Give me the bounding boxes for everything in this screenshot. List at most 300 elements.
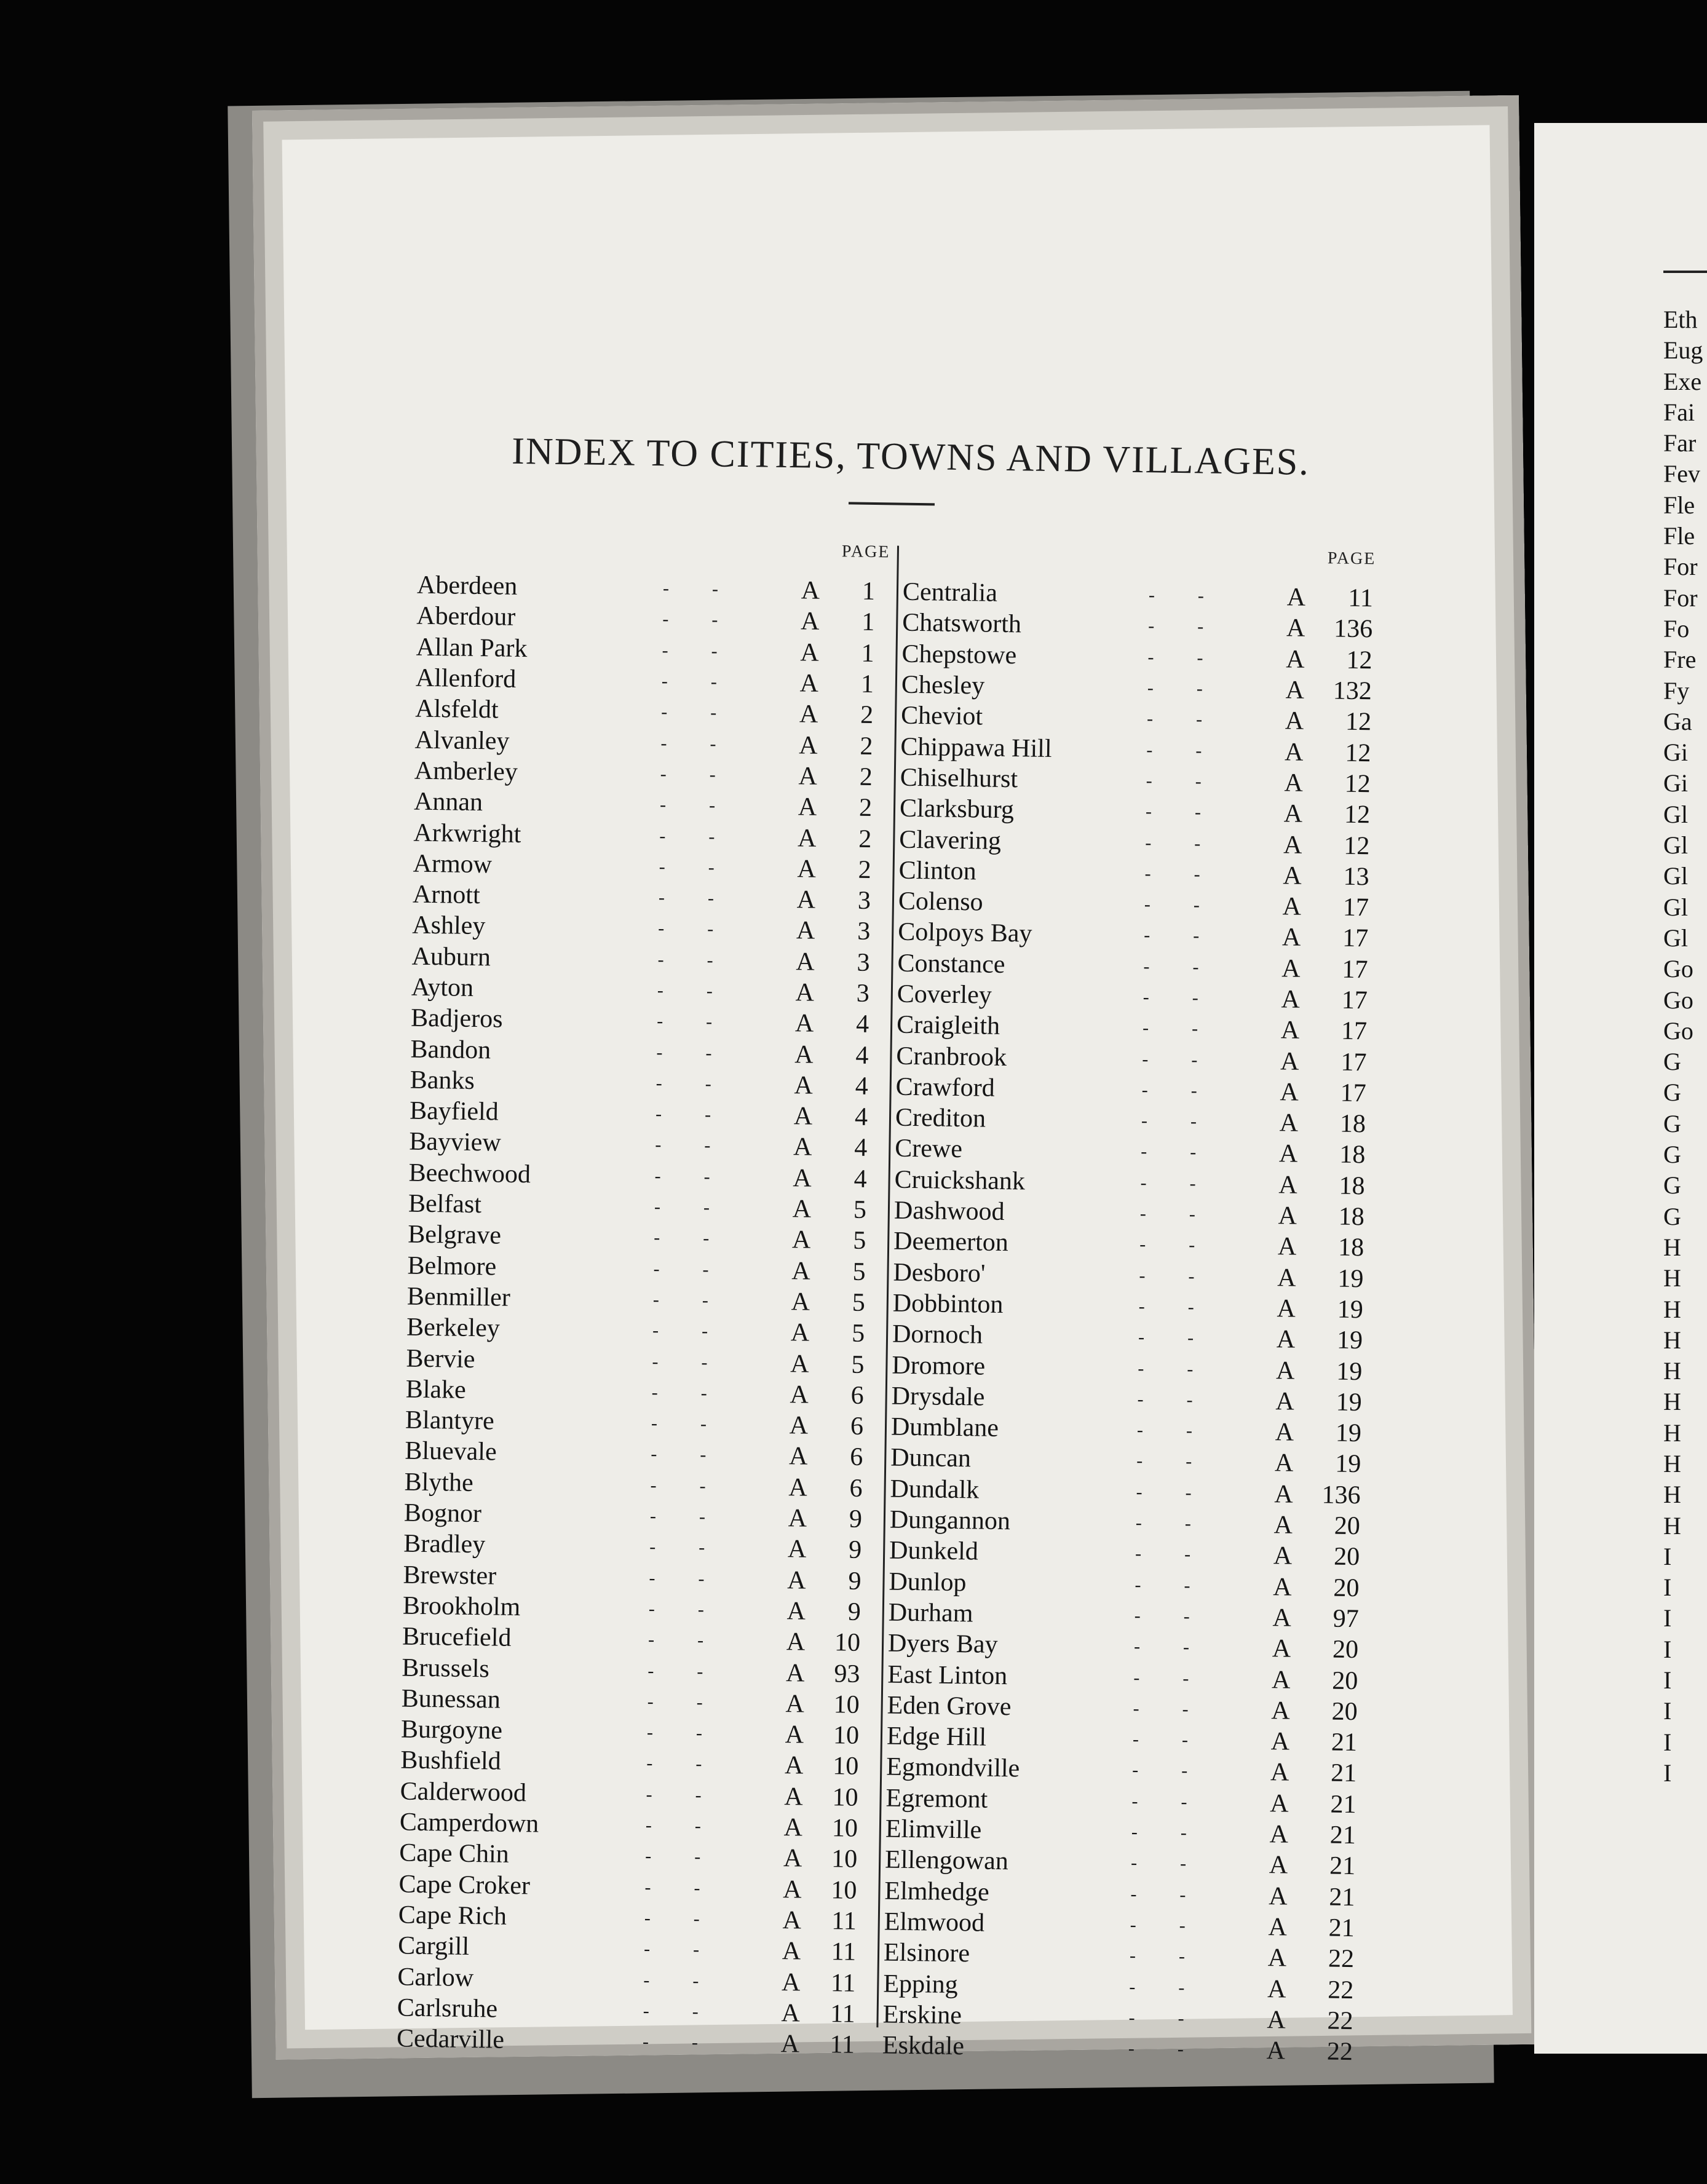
entry-name: Cape Chin [398,1838,510,1869]
leader-dash: - [649,1537,656,1557]
adjacent-entry-fragment: Fo [1663,614,1690,643]
leader-dash: - [1141,1110,1148,1131]
entry-name: Brussels [402,1653,490,1683]
leader-dash: - [691,2032,699,2053]
leader-dash: - [701,1321,708,1342]
adjacent-entry-fragment: I [1663,1573,1672,1602]
leader-dash: - [643,2000,649,2021]
page-content [396,318,1466,2067]
leader-dash: - [1184,1575,1190,1596]
leader-dash: - [659,856,665,877]
leader-dash: - [1139,1234,1146,1255]
leader-dash: - [697,1630,704,1651]
entry-name: Edge Hill [886,1722,987,1752]
leader-dash: - [697,1661,703,1682]
leader-dash: - [1147,646,1154,668]
entry-page: 136 [1333,614,1373,644]
entry-name: Bayfield [409,1096,499,1126]
entry-page: 12 [1343,831,1370,860]
leader-dash: - [1183,1606,1190,1627]
entry-name: Chesley [901,670,985,700]
entry-section: A [1279,1109,1299,1138]
adjacent-entry-fragment: H [1663,1357,1681,1385]
entry-page: 19 [1334,1450,1361,1479]
entry-section: A [799,669,819,698]
entry-section: A [794,1071,814,1100]
entry-page: 136 [1321,1481,1361,1509]
leader-dash: - [711,579,719,599]
leader-dash: - [643,1969,650,1990]
leader-dash: - [702,1259,709,1280]
entry-name: Alvanley [414,726,510,756]
entry-section: A [1271,1665,1291,1695]
leader-dash: - [660,732,667,753]
entry-name: Belfast [408,1189,482,1219]
right-page-header: PAGE [1327,548,1376,569]
entry-page: 22 [1326,2037,1353,2067]
leader-dash: - [1147,678,1154,698]
entry-section: A [790,1318,810,1347]
entry-name: Clarksburg [899,794,1015,825]
leader-dash: - [1146,739,1153,760]
leader-dash: - [1189,1204,1196,1225]
leader-dash: - [699,1506,706,1527]
entry-section: A [1283,799,1303,828]
entry-page: 20 [1334,1511,1361,1541]
entry-page: 2 [858,825,872,853]
leader-dash: - [1195,740,1202,761]
adjacent-entry-fragment: Gl [1663,800,1688,828]
entry-name: Cape Rich [398,1901,507,1931]
entry-section: A [796,948,815,976]
entry-name: East Linton [887,1660,1008,1690]
entry-name: Dunkeld [889,1536,979,1566]
entry-section: A [797,823,817,853]
entry-section: A [789,1411,809,1440]
entry-section: A [784,1751,804,1781]
entry-page: 18 [1339,1171,1365,1201]
leader-dash: - [1138,1327,1145,1348]
leader-dash: - [659,825,666,846]
leader-dash: - [1186,1420,1193,1441]
entry-name: Dornoch [892,1320,983,1350]
adjacent-entry-fragment: H [1663,1511,1681,1540]
leader-dash: - [662,609,669,630]
entry-section: A [1274,1479,1294,1509]
leader-dash: - [1143,987,1150,1008]
entry-name: Colenso [898,887,983,917]
entry-page: 93 [834,1659,860,1688]
adjacent-entry-fragment: For [1663,553,1698,581]
adjacent-entry-fragment: Fre [1663,646,1697,674]
entry-page: 10 [832,1782,858,1812]
entry-name: Chiselhurst [900,763,1018,794]
entry-name: Blake [405,1375,467,1404]
entry-section: A [793,1102,813,1131]
entry-name: Duncan [890,1443,972,1473]
entry-name: Drysdale [891,1382,985,1412]
entry-section: A [1267,1944,1287,1972]
entry-name: Egremont [885,1784,988,1814]
entry-name: Bluevale [405,1436,497,1467]
entry-page: 3 [856,979,870,1008]
entry-section: A [1278,1139,1298,1169]
leader-dash: - [652,1289,660,1310]
entry-name: Bervie [406,1344,475,1374]
leader-dash: - [654,1227,660,1248]
adjacent-entry-fragment: I [1663,1697,1672,1725]
leader-dash: - [1197,647,1203,668]
entry-section: A [1270,1758,1289,1787]
leader-dash: - [1136,1481,1143,1502]
leader-dash: - [704,1104,711,1125]
entry-section: A [790,1380,809,1409]
leader-dash: - [1187,1358,1194,1379]
entry-name: Allenford [415,663,517,694]
entry-page: 11 [830,1968,856,1998]
page-title: INDEX TO CITIES, TOWNS AND VILLAGES. [511,430,1310,483]
entry-name: Ellengowan [884,1845,1009,1876]
adjacent-entry-fragment: Eth [1663,306,1698,333]
entry-page: 6 [850,1412,864,1441]
entry-page: 1 [861,577,876,606]
adjacent-entry-fragment: Exe [1663,367,1702,395]
leader-dash: - [1128,2007,1135,2028]
adjacent-entry-fragment: G [1663,1109,1681,1138]
entry-page: 20 [1332,1666,1358,1695]
leader-dash: - [642,2032,649,2052]
left-page-header: PAGE [841,542,890,562]
entry-page: 22 [1327,1976,1354,2004]
entry-page: 11 [831,1937,857,1967]
entry-page: 20 [1333,1542,1360,1572]
entry-page: 20 [1331,1697,1358,1726]
entry-page: 22 [1328,1944,1355,1974]
entry-section: A [1286,614,1305,643]
adjacent-entry-fragment: G [1663,1141,1681,1169]
leader-dash: - [1146,770,1152,791]
entry-page: 17 [1340,1078,1366,1108]
adjacent-entry-fragment: I [1663,1604,1672,1632]
entry-name: Badjeros [410,1003,503,1034]
entry-page: 22 [1327,2006,1353,2035]
leader-dash: - [1187,1327,1194,1348]
leader-dash: - [1192,957,1199,978]
leader-dash: - [1182,1637,1190,1658]
entry-page: 9 [848,1535,862,1565]
leader-dash: - [703,1166,710,1187]
adjacent-entry-fragment: H [1663,1449,1681,1478]
leader-dash: - [1148,585,1155,606]
leader-dash: - [1139,1265,1146,1286]
leader-dash: - [1135,1574,1141,1595]
leader-dash: - [655,1073,663,1094]
entry-page: 17 [1341,986,1368,1015]
leader-dash: - [705,1074,712,1094]
entry-section: A [1278,1171,1298,1200]
entry-name: Bradley [403,1529,486,1559]
leader-dash: - [1195,709,1203,730]
leader-dash: - [660,764,667,785]
leader-dash: - [710,671,718,692]
leader-dash: - [1135,1513,1143,1533]
entry-page: 6 [849,1474,863,1503]
entry-section: A [784,1782,804,1811]
entry-name: Dunlop [889,1567,967,1597]
leader-dash: - [1134,1605,1141,1626]
adjacent-entry-fragment: Gi [1663,738,1688,767]
adjacent-entry-fragment: H [1663,1388,1681,1416]
index-entry [397,2023,877,2060]
entry-page: 19 [1337,1295,1364,1324]
entry-page: 19 [1336,1388,1362,1417]
leader-dash: - [647,1691,654,1712]
entry-name: Crewe [895,1134,963,1164]
entry-section: A [1283,830,1302,860]
entry-page: 13 [1343,862,1369,892]
leader-dash: - [1184,1513,1192,1534]
entry-section: A [788,1504,807,1533]
leader-dash: - [660,702,668,722]
leader-dash: - [656,1042,663,1062]
entry-name: Carlsruhe [397,1993,498,2024]
adjacent-page-entries [1663,304,1703,1789]
adjacent-entry-fragment: Gi [1663,769,1688,797]
leader-dash: - [1182,1668,1189,1688]
adjacent-entry-fragment: I [1663,1542,1672,1570]
leader-dash: - [700,1414,707,1434]
leader-dash: - [652,1351,659,1372]
leader-dash: - [646,1753,653,1774]
leader-dash: - [693,1909,700,1929]
entry-section: A [1269,1820,1289,1849]
entry-page: 10 [832,1752,859,1781]
entry-page: 4 [854,1165,867,1193]
entry-section: A [1271,1696,1291,1725]
leader-dash: - [1145,801,1152,822]
entry-section: A [785,1658,805,1688]
leader-dash: - [657,949,664,970]
adjacent-entry-fragment: H [1663,1418,1681,1447]
adjacent-entry-fragment: Fai [1663,398,1695,426]
leader-dash: - [662,578,670,599]
entry-section: A [1286,645,1305,674]
entry-section: A [1275,1356,1295,1385]
entry-name: Chepstowe [901,639,1017,670]
entry-section: A [1277,1263,1296,1292]
entry-name: Colpoys Bay [897,918,1032,949]
entry-page: 19 [1335,1418,1362,1448]
left-index-column [397,570,897,2061]
leader-dash: - [703,1228,710,1249]
leader-dash: - [646,1784,652,1805]
entry-name: Dromore [892,1351,986,1381]
leader-dash: - [710,702,717,723]
leader-dash: - [645,1815,652,1836]
entry-section: A [780,2030,800,2059]
leader-dash: - [708,826,715,847]
entry-page: 3 [857,886,871,916]
entry-section: A [1270,1727,1290,1756]
leader-dash: - [705,1011,713,1032]
leader-dash: - [697,1599,705,1620]
entry-page: 21 [1331,1728,1358,1757]
entry-section: A [798,762,818,791]
entry-name: Brucefield [402,1622,512,1653]
leader-dash: - [1143,956,1150,977]
entry-name: Erskine [882,2000,962,2030]
entry-section: A [798,730,818,760]
leader-dash: - [1178,1946,1186,1967]
entry-section: A [785,1720,804,1749]
leader-dash: - [1136,1450,1143,1471]
entry-section: A [1267,1974,1286,2004]
entry-page: 10 [833,1690,860,1719]
entry-name: Eskdale [882,2031,965,2061]
adjacent-entry-fragment: G [1663,1048,1681,1076]
adjacent-entry-fragment: H [1663,1326,1681,1354]
entry-name: Coverley [897,979,992,1010]
adjacent-entry-fragment: Gl [1663,893,1688,921]
leader-dash: - [1180,1822,1187,1843]
entry-name: Cape Croker [398,1870,531,1901]
entry-section: A [781,1998,801,2028]
right-index-column [882,577,1383,2068]
adjacent-entry-fragment: I [1663,1728,1672,1756]
entry-section: A [785,1690,805,1719]
leader-dash: - [1143,925,1151,946]
leader-dash: - [1132,1729,1139,1750]
entry-page: 6 [850,1381,865,1410]
entry-section: A [794,1040,814,1069]
leader-dash: - [651,1382,658,1403]
entry-section: A [794,1009,814,1039]
entry-page: 12 [1345,708,1372,737]
entry-page: 17 [1341,1048,1367,1077]
entry-page: 3 [857,948,870,977]
adjacent-entry-fragment: G [1663,1202,1681,1230]
entry-page: 2 [859,762,873,791]
index-page [252,95,1543,2067]
entry-page: 12 [1344,800,1371,829]
entry-name: Elmwood [884,1907,985,1937]
leader-dash: - [1187,1297,1195,1318]
entry-name: Cruickshank [894,1165,1026,1196]
entry-page: 18 [1337,1233,1364,1262]
leader-dash: - [1138,1296,1146,1317]
entry-section: A [1281,954,1301,983]
entry-section: A [1275,1418,1294,1447]
entry-name: Clavering [899,825,1002,855]
adjacent-entry-fragment: H [1663,1481,1681,1509]
entry-name: Egmondville [885,1752,1020,1783]
entry-name: Blythe [404,1468,474,1497]
entry-section: A [791,1225,811,1255]
leader-dash: - [1178,1977,1185,1998]
entry-name: Bandon [410,1035,491,1064]
entry-name: Belmore [407,1251,497,1281]
leader-dash: - [1144,894,1151,915]
leader-dash: - [708,795,716,816]
entry-page: 18 [1339,1141,1366,1169]
leader-dash: - [1196,678,1203,699]
entry-name: Aberdour [416,602,516,632]
leader-dash: - [711,641,718,662]
leader-dash: - [1138,1358,1144,1379]
leader-dash: - [1179,1853,1187,1874]
title-rule [849,502,935,505]
entry-section: A [1274,1449,1294,1478]
entry-page: 17 [1342,924,1369,953]
entry-name: Crediton [895,1103,986,1133]
entry-section: A [1272,1634,1291,1663]
leader-dash: - [649,1567,655,1588]
entry-section: A [796,916,815,946]
entry-name: Brewster [403,1561,497,1591]
entry-page: 5 [853,1195,867,1225]
leader-dash: - [692,1970,699,1991]
leader-dash: - [700,1383,707,1404]
entry-page: 21 [1329,1883,1355,1912]
leader-dash: - [1181,1730,1189,1751]
entry-page: 12 [1346,646,1372,675]
entry-name: Annan [413,787,483,817]
entry-section: A [1285,706,1304,736]
entry-name: Constance [897,949,1005,979]
leader-dash: - [1179,1884,1186,1905]
adjacent-entry-fragment: Fle [1663,491,1695,519]
entry-name: Belgrave [407,1220,502,1251]
entry-section: A [1272,1604,1292,1632]
entry-name: Craigleith [896,1010,1000,1041]
leader-dash: - [695,1723,703,1744]
leader-dash: - [1130,1853,1138,1873]
leader-dash: - [1186,1451,1192,1472]
entry-name: Dumblane [890,1412,999,1443]
leader-dash: - [643,1939,651,1960]
leader-dash: - [658,887,665,908]
entry-page: 21 [1329,1851,1356,1881]
adjacent-page-rule [1663,271,1707,273]
entry-page: 5 [851,1350,865,1379]
leader-dash: - [698,1568,705,1589]
entry-page: 4 [854,1134,868,1163]
leader-dash: - [1144,863,1151,884]
leader-dash: - [645,1846,652,1867]
entry-section: A [790,1349,809,1379]
adjacent-entry-fragment: Fev [1663,460,1700,488]
entry-name: Cranbrook [896,1042,1007,1072]
entry-page: 10 [831,1814,858,1843]
leader-dash: - [708,857,715,878]
entry-section: A [783,1813,803,1842]
entry-section: A [1285,676,1305,705]
entry-page: 11 [1348,584,1374,613]
leader-dash: - [709,764,716,785]
leader-dash: - [656,1011,663,1032]
leader-dash: - [694,1877,700,1898]
entry-section: A [1283,861,1302,890]
adjacent-entry-fragment: Go [1663,955,1693,983]
leader-dash: - [1139,1203,1147,1224]
leader-dash: - [1146,708,1154,729]
leader-dash: - [654,1165,661,1187]
entry-section: A [783,1844,802,1873]
leader-dash: - [651,1444,657,1465]
leader-dash: - [1192,925,1200,946]
entry-name: Chatsworth [901,609,1022,639]
adjacent-entry-fragment: Go [1663,1016,1693,1045]
